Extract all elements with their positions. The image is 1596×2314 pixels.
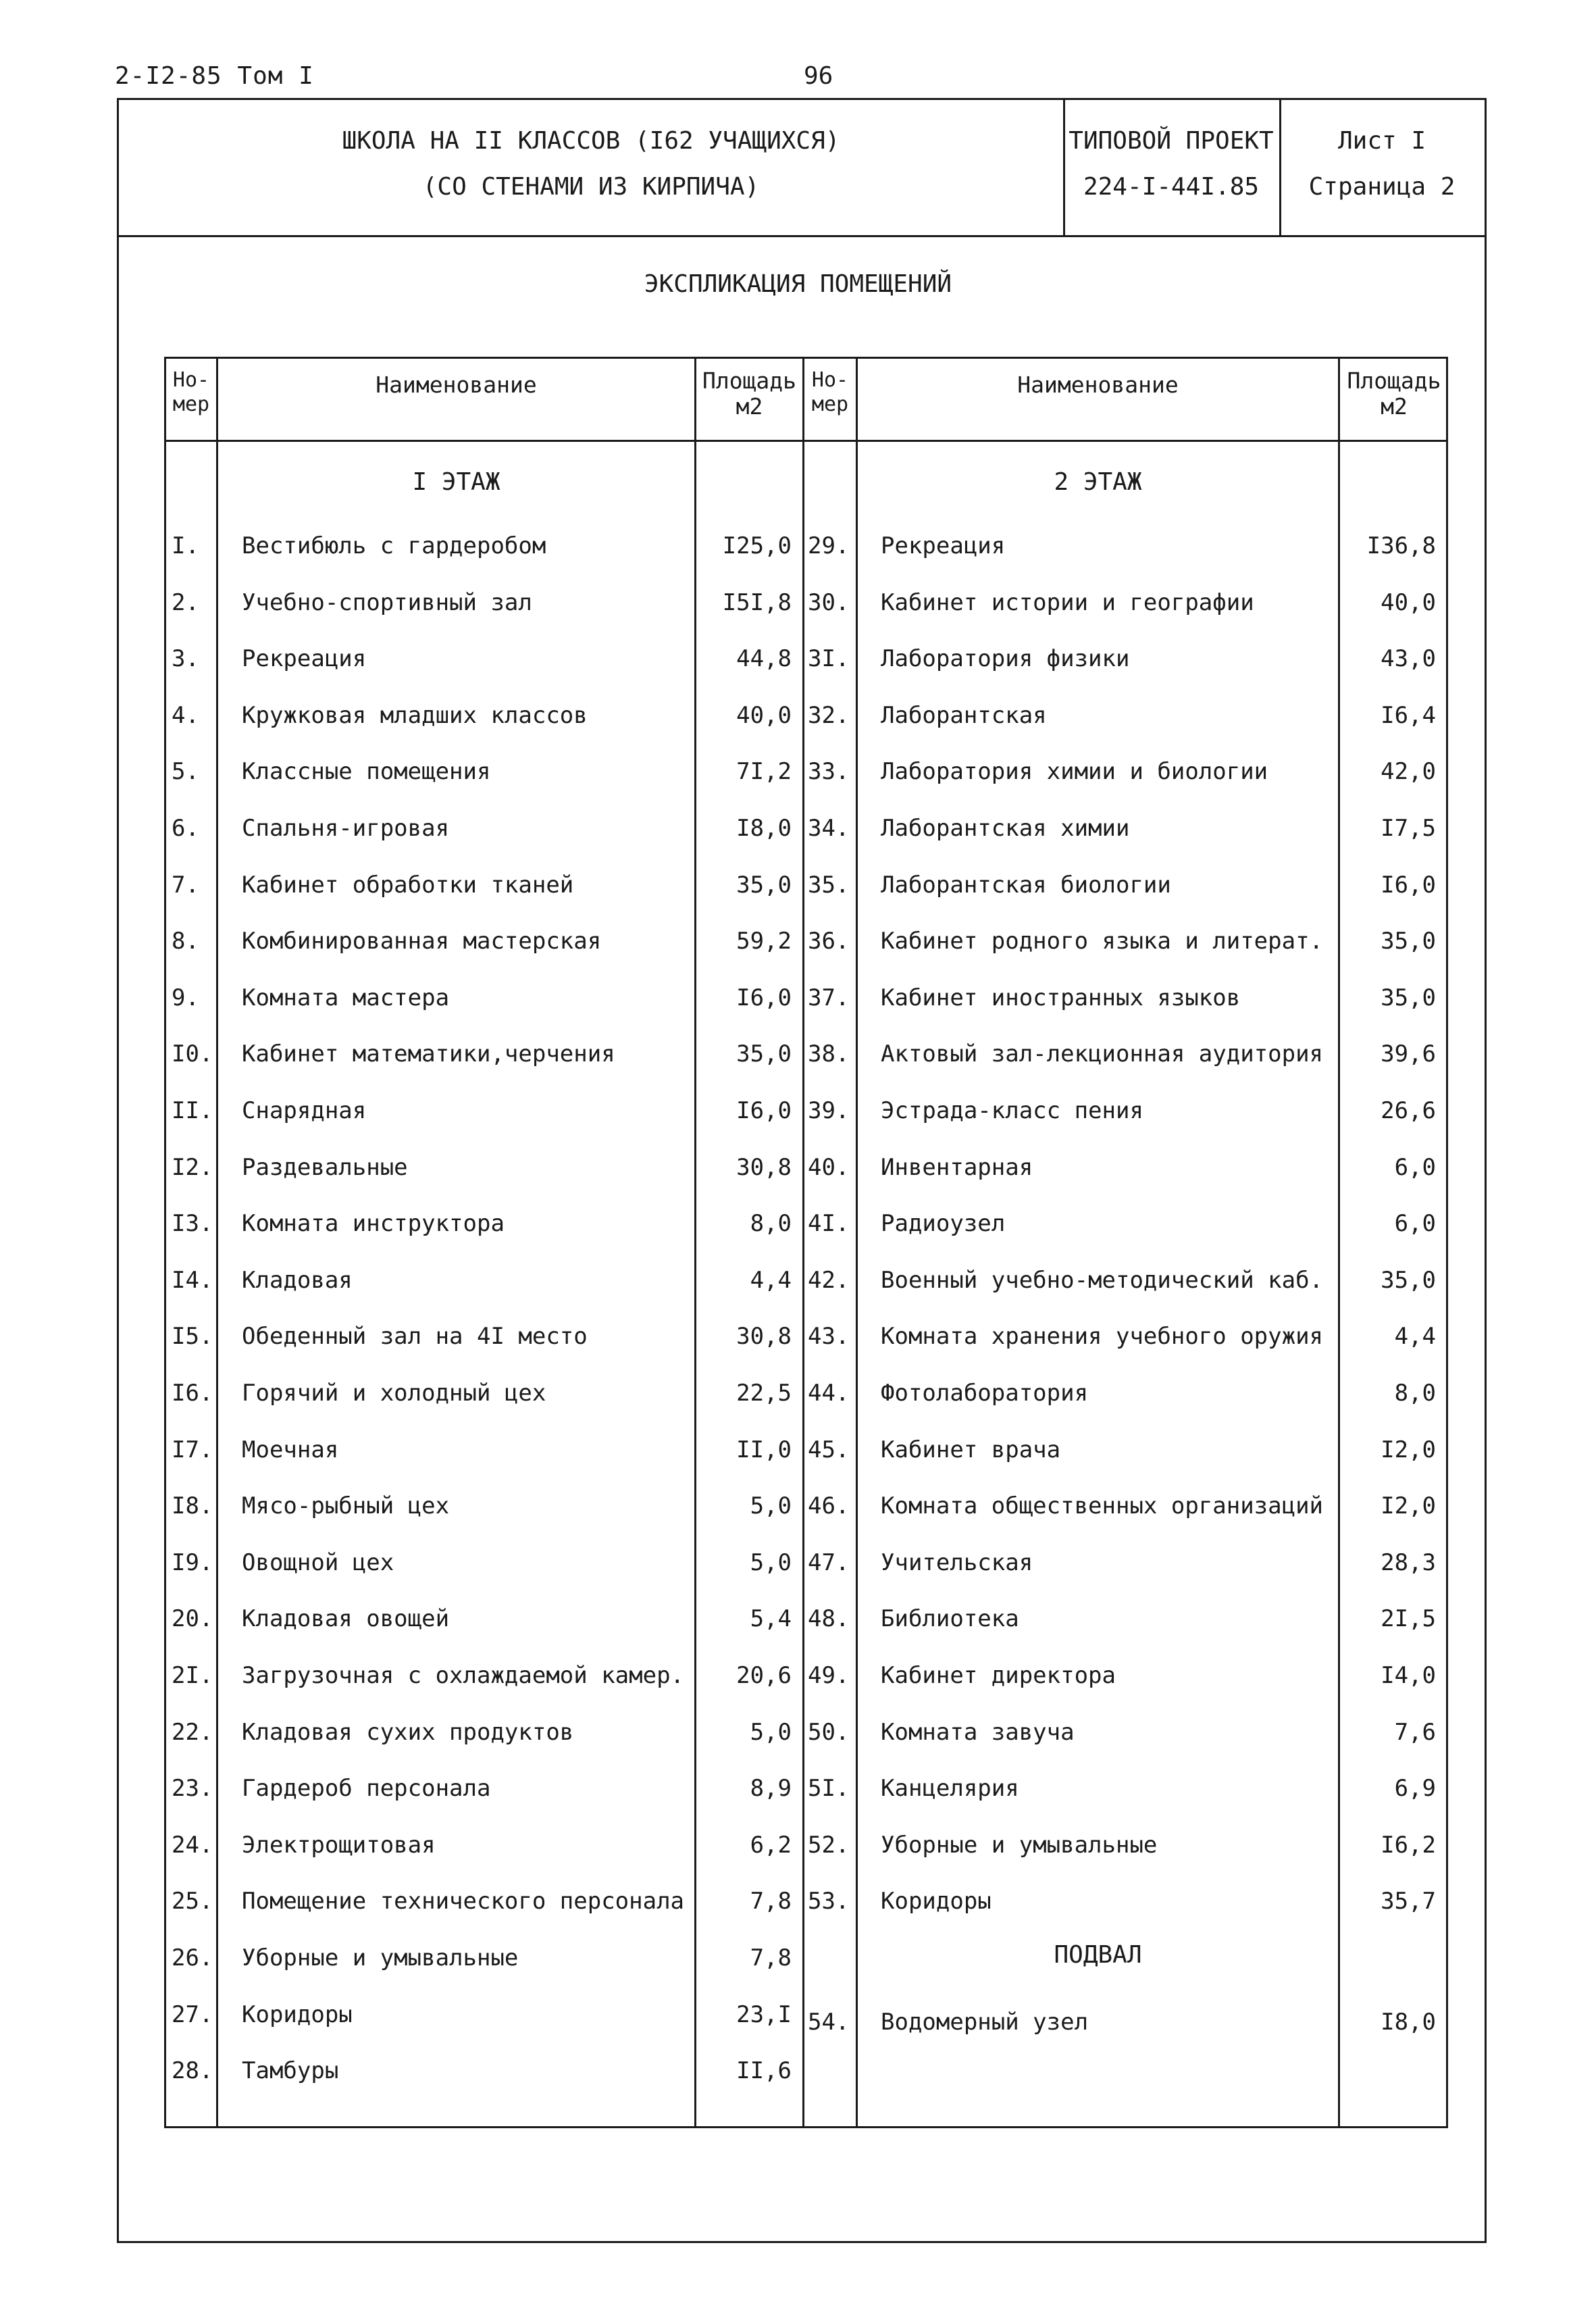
row-number: I9. bbox=[172, 1549, 213, 1576]
room-area: I7,5 bbox=[1381, 815, 1436, 842]
row-number: 44. bbox=[808, 1380, 850, 1407]
room-area: 40,0 bbox=[1381, 588, 1436, 616]
room-area: 8,0 bbox=[1394, 1380, 1436, 1407]
room-area: 22,5 bbox=[736, 1380, 792, 1407]
row-number: 25. bbox=[172, 1888, 213, 1915]
page-number: 96 bbox=[804, 62, 833, 90]
row-number: I0. bbox=[172, 1040, 213, 1068]
row-number: 4. bbox=[172, 701, 199, 729]
sheet-number: Лист I bbox=[1337, 127, 1426, 155]
title-cell bbox=[119, 100, 1065, 235]
room-name: Обеденный зал на 4I место bbox=[242, 1323, 588, 1351]
room-area: 4,4 bbox=[1394, 1323, 1436, 1351]
col-divider bbox=[1338, 359, 1340, 2126]
room-area: 39,6 bbox=[1381, 1040, 1436, 1068]
room-name: Кладовая овощей bbox=[242, 1605, 450, 1633]
row-number: 39. bbox=[808, 1097, 850, 1124]
room-area: I2,0 bbox=[1381, 1436, 1436, 1463]
row-number: 2I. bbox=[172, 1662, 213, 1689]
row-number: 5. bbox=[172, 758, 199, 786]
room-name: Раздевальные bbox=[242, 1153, 408, 1181]
room-name: Лаборатория химии и биологии bbox=[881, 758, 1268, 786]
row-number: 36. bbox=[808, 928, 850, 955]
row-number: 26. bbox=[172, 1944, 213, 1971]
row-number: 22. bbox=[172, 1718, 213, 1746]
header-name-right: Наименование bbox=[1017, 372, 1179, 398]
row-number: 6. bbox=[172, 815, 199, 842]
room-area: 26,6 bbox=[1381, 1097, 1436, 1124]
room-area: 7I,2 bbox=[736, 758, 792, 786]
row-number: 28. bbox=[172, 2057, 213, 2085]
row-number: I3. bbox=[172, 1210, 213, 1238]
row-number: I. bbox=[172, 532, 199, 559]
row-number: 45. bbox=[808, 1436, 850, 1463]
title-line-2: (СО СТЕНАМИ ИЗ КИРПИЧА) bbox=[422, 173, 760, 201]
row-number: 48. bbox=[808, 1605, 850, 1633]
room-name: Электрощитовая bbox=[242, 1831, 436, 1859]
floor-1-heading: I ЭТАЖ bbox=[412, 468, 500, 496]
title-line-1: ШКОЛА НА II КЛАССОВ (I62 УЧАЩИХСЯ) bbox=[342, 127, 840, 155]
room-name: Кабинет математики,черчения bbox=[242, 1040, 615, 1068]
room-name: Комната общественных организаций bbox=[881, 1492, 1324, 1520]
floor-2-heading: 2 ЭТАЖ bbox=[1054, 468, 1142, 496]
row-number: 50. bbox=[808, 1718, 850, 1746]
room-area: 7,6 bbox=[1394, 1718, 1436, 1746]
room-name: Кабинет директора bbox=[881, 1662, 1116, 1689]
room-name: Комната инструктора bbox=[242, 1210, 505, 1238]
header-area-right: Площадь м2 bbox=[1347, 368, 1441, 420]
room-area: 44,8 bbox=[736, 645, 792, 673]
room-area: 35,0 bbox=[736, 1040, 792, 1068]
row-number: 34. bbox=[808, 815, 850, 842]
document-code: 2-I2-85 Том I bbox=[115, 62, 314, 90]
col-divider bbox=[216, 359, 218, 2126]
room-name: Лаборантская биологии bbox=[881, 871, 1171, 899]
room-area: 35,0 bbox=[1381, 928, 1436, 955]
row-number: I8. bbox=[172, 1492, 213, 1520]
row-number: 20. bbox=[172, 1605, 213, 1633]
row-number: 40. bbox=[808, 1153, 850, 1181]
room-name: Тамбуры bbox=[242, 2057, 339, 2085]
room-area: 5,0 bbox=[750, 1549, 792, 1576]
room-name: Радиоузел bbox=[881, 1210, 1006, 1238]
title-block bbox=[119, 100, 1485, 237]
room-name: Комната завуча bbox=[881, 1718, 1075, 1746]
room-area: I8,0 bbox=[736, 815, 792, 842]
row-number: 52. bbox=[808, 1831, 850, 1859]
room-name: Водомерный узел bbox=[881, 2009, 1089, 2036]
row-number: 47. bbox=[808, 1549, 850, 1576]
row-number: I4. bbox=[172, 1266, 213, 1294]
room-area: II,0 bbox=[736, 1436, 792, 1463]
room-name: Уборные и умывальные bbox=[242, 1944, 519, 1971]
room-name: Комбинированная мастерская bbox=[242, 928, 602, 955]
room-name: Кладовая сухих продуктов bbox=[242, 1718, 574, 1746]
room-name: Гардероб персонала bbox=[242, 1775, 491, 1803]
row-number: 33. bbox=[808, 758, 850, 786]
room-name: Лаборантская bbox=[881, 701, 1047, 729]
row-number: 8. bbox=[172, 928, 199, 955]
row-number: 9. bbox=[172, 984, 199, 1011]
room-area: I6,2 bbox=[1381, 1831, 1436, 1859]
row-number: 53. bbox=[808, 1888, 850, 1915]
room-area: 28,3 bbox=[1381, 1549, 1436, 1576]
room-name: Рекреация bbox=[881, 532, 1006, 559]
row-number: 54. bbox=[808, 2009, 850, 2036]
page-label: Страница 2 bbox=[1308, 173, 1456, 201]
room-area: 35,0 bbox=[1381, 984, 1436, 1011]
room-area: 6,9 bbox=[1394, 1775, 1436, 1803]
room-area: 43,0 bbox=[1381, 645, 1436, 673]
room-area: 35,7 bbox=[1381, 1888, 1436, 1915]
row-number: 2. bbox=[172, 588, 199, 616]
room-name: Коридоры bbox=[242, 2001, 353, 2028]
row-number: 3. bbox=[172, 645, 199, 673]
row-number: 5I. bbox=[808, 1775, 850, 1803]
room-name: Библиотека bbox=[881, 1605, 1019, 1633]
room-name: Актовый зал-лекционная аудитория bbox=[881, 1040, 1324, 1068]
col-divider bbox=[694, 359, 696, 2126]
room-area: 4,4 bbox=[750, 1266, 792, 1294]
row-number: 3I. bbox=[808, 645, 850, 673]
room-area: 5,0 bbox=[750, 1492, 792, 1520]
room-area: 42,0 bbox=[1381, 758, 1436, 786]
row-number: II. bbox=[172, 1097, 213, 1124]
room-area: 35,0 bbox=[736, 871, 792, 899]
row-number: 46. bbox=[808, 1492, 850, 1520]
room-area: I6,0 bbox=[736, 1097, 792, 1124]
room-area: I6,4 bbox=[1381, 701, 1436, 729]
row-number: 38. bbox=[808, 1040, 850, 1068]
room-name: Военный учебно-методический каб. bbox=[881, 1266, 1324, 1294]
row-number: 24. bbox=[172, 1831, 213, 1859]
room-area: 7,8 bbox=[750, 1888, 792, 1915]
room-area: 20,6 bbox=[736, 1662, 792, 1689]
room-area: 6,0 bbox=[1394, 1210, 1436, 1238]
room-area: I6,0 bbox=[736, 984, 792, 1011]
header-num-right: Но- мер bbox=[811, 368, 849, 416]
room-area: I8,0 bbox=[1381, 2009, 1436, 2036]
room-area: I2,0 bbox=[1381, 1492, 1436, 1520]
room-name: Инвентарная bbox=[881, 1153, 1033, 1181]
row-number: 49. bbox=[808, 1662, 850, 1689]
room-name: Кабинет обработки тканей bbox=[242, 871, 574, 899]
room-name: Вестибюль с гардеробом bbox=[242, 532, 546, 559]
room-name: Кружковая младших классов bbox=[242, 701, 588, 729]
room-area: I25,0 bbox=[722, 532, 792, 559]
room-name: Уборные и умывальные bbox=[881, 1831, 1158, 1859]
room-name: Спальня-игровая bbox=[242, 815, 450, 842]
header-area-left: Площадь м2 bbox=[702, 368, 797, 420]
project-label: ТИПОВОЙ ПРОЕКТ bbox=[1069, 127, 1274, 155]
row-number: 7. bbox=[172, 871, 199, 899]
row-number: 37. bbox=[808, 984, 850, 1011]
room-name: Снарядная bbox=[242, 1097, 367, 1124]
room-area: 8,0 bbox=[750, 1210, 792, 1238]
room-area: 35,0 bbox=[1381, 1266, 1436, 1294]
row-number: 27. bbox=[172, 2001, 213, 2028]
room-name: Мясо-рыбный цех bbox=[242, 1492, 450, 1520]
col-divider bbox=[802, 359, 804, 2126]
row-number: I7. bbox=[172, 1436, 213, 1463]
room-area: 5,4 bbox=[750, 1605, 792, 1633]
room-area: I5I,8 bbox=[722, 588, 792, 616]
sheet-cell bbox=[1279, 100, 1485, 235]
room-name: Кабинет врача bbox=[881, 1436, 1061, 1463]
header-name-left: Наименование bbox=[376, 372, 537, 398]
room-name: Помещение технического персонала bbox=[242, 1888, 685, 1915]
room-area: I4,0 bbox=[1381, 1662, 1436, 1689]
room-name: Классные помещения bbox=[242, 758, 491, 786]
room-area: 2I,5 bbox=[1381, 1605, 1436, 1633]
project-number: 224-I-44I.85 bbox=[1083, 173, 1260, 201]
header-divider bbox=[166, 440, 1446, 442]
room-name: Учительская bbox=[881, 1549, 1033, 1576]
row-number: 42. bbox=[808, 1266, 850, 1294]
project-cell bbox=[1063, 100, 1281, 235]
room-name: Моечная bbox=[242, 1436, 339, 1463]
row-number: I5. bbox=[172, 1323, 213, 1351]
room-name: Эстрада-класс пения bbox=[881, 1097, 1143, 1124]
room-name: Комната хранения учебного оружия bbox=[881, 1323, 1324, 1351]
room-area: 5,0 bbox=[750, 1718, 792, 1746]
room-area: 40,0 bbox=[736, 701, 792, 729]
basement-heading: ПОДВАЛ bbox=[1054, 1941, 1142, 1969]
rooms-table bbox=[164, 357, 1448, 2128]
row-number: 29. bbox=[808, 532, 850, 559]
room-area: 7,8 bbox=[750, 1944, 792, 1971]
row-number: 35. bbox=[808, 871, 850, 899]
room-area: 8,9 bbox=[750, 1775, 792, 1803]
room-name: Коридоры bbox=[881, 1888, 992, 1915]
room-name: Овощной цех bbox=[242, 1549, 394, 1576]
row-number: 23. bbox=[172, 1775, 213, 1803]
room-area: I36,8 bbox=[1366, 532, 1436, 559]
room-area: 30,8 bbox=[736, 1153, 792, 1181]
room-area: I6,0 bbox=[1381, 871, 1436, 899]
room-area: 6,0 bbox=[1394, 1153, 1436, 1181]
section-title: ЭКСПЛИКАЦИЯ ПОМЕЩЕНИЙ bbox=[644, 270, 952, 298]
room-area: 30,8 bbox=[736, 1323, 792, 1351]
room-name: Фотолаборатория bbox=[881, 1380, 1089, 1407]
room-name: Учебно-спортивный зал bbox=[242, 588, 532, 616]
room-name: Кабинет иностранных языков bbox=[881, 984, 1241, 1011]
row-number: 4I. bbox=[808, 1210, 850, 1238]
room-area: 59,2 bbox=[736, 928, 792, 955]
room-name: Кладовая bbox=[242, 1266, 353, 1294]
room-name: Горячий и холодный цех bbox=[242, 1380, 546, 1407]
row-number: I2. bbox=[172, 1153, 213, 1181]
row-number: 43. bbox=[808, 1323, 850, 1351]
room-name: Лаборатория физики bbox=[881, 645, 1130, 673]
header-num-left: Но- мер bbox=[172, 368, 210, 416]
room-name: Канцелярия bbox=[881, 1775, 1019, 1803]
col-divider bbox=[856, 359, 858, 2126]
row-number: 30. bbox=[808, 588, 850, 616]
room-area: 23,I bbox=[736, 2001, 792, 2028]
room-name: Рекреация bbox=[242, 645, 367, 673]
room-name: Кабинет родного языка и литерат. bbox=[881, 928, 1324, 955]
room-name: Комната мастера bbox=[242, 984, 450, 1011]
row-number: 32. bbox=[808, 701, 850, 729]
room-name: Кабинет истории и географии bbox=[881, 588, 1254, 616]
room-name: Лаборантская химии bbox=[881, 815, 1130, 842]
room-name: Загрузочная с охлаждаемой камер. bbox=[242, 1662, 685, 1689]
room-area: II,6 bbox=[736, 2057, 792, 2085]
room-area: 6,2 bbox=[750, 1831, 792, 1859]
row-number: I6. bbox=[172, 1380, 213, 1407]
